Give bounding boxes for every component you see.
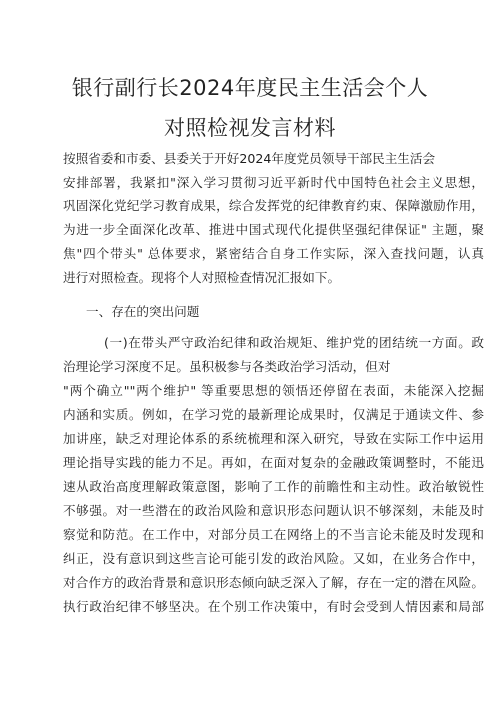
paragraph-line: 为进一步全面深化改革、推进中国式现代化提供坚强纪律保证" 主题，聚 (63, 222, 484, 237)
paragraph-line: 巩固深化党纪学习教育成果，综合发挥党的纪律教育约束、保障激励作用， (63, 198, 484, 213)
paragraph-line: 治理论学习深度不足。虽积极参与各类政治学习活动，但对 (63, 359, 391, 374)
document-title-line-2: 对照检视发言材料 (164, 116, 336, 140)
paragraph-line: 按照省委和市委、县委关于开好2024年度党员领导干部民主生活会 (63, 151, 436, 166)
paragraph-line: 不够强。对一些潜在的政治风险和意识形态问题认识不够深刻，未能及时 (63, 503, 484, 518)
paragraph-line: "两个确立""两个维护" 等重要思想的领悟还停留在表面，未能深入挖掘 (63, 383, 484, 398)
paragraph-line: 对合作方的政治背景和意识形态倾向缺乏深入了解，存在一定的潜在风险。 (63, 575, 484, 590)
paragraph-line: 安排部署，我紧扣"深入学习贯彻习近平新时代中国特色社会主义思想， (63, 175, 484, 190)
paragraph-line: 纠正，没有意识到这些言论可能引发的政治风险。又如，在业务合作中， (63, 551, 484, 566)
section-heading: 一、存在的突出问题 (86, 304, 200, 319)
paragraph-line: 理论指导实践的能力不足。再如，在面对复杂的金融政策调整时，不能迅 (63, 455, 484, 470)
document-title-line-1: 银行副行长2024年度民主生活会个人 (71, 76, 429, 100)
paragraph-line: 内涵和实质。例如，在学习党的最新理论成果时，仅满足于通读文件、参 (63, 407, 484, 422)
paragraph-line: 速从政治高度理解政策意图，影响了工作的前瞻性和主动性。政治敏锐性 (63, 479, 484, 494)
paragraph-line: 焦"四个带头" 总体要求，紧密结合自身工作实际，深入查找问题，认真 (63, 246, 484, 261)
paragraph-line: 察觉和防范。在工作中，对部分员工在网络上的不当言论未能及时发现和 (63, 527, 484, 542)
paragraph-line: 执行政治纪律不够坚决。在个别工作决策中，有时会受到人情因素和局部 (63, 599, 484, 614)
paragraph-line: 加讲座，缺乏对理论体系的系统梳理和深入研究，导致在实际工作中运用 (63, 431, 484, 446)
paragraph-line: 进行对照检查。现将个人对照检查情况汇报如下。 (63, 270, 341, 285)
paragraph-line: (一)在带头严守政治纪律和政治规矩、维护党的团结统一方面。政 (104, 335, 484, 350)
